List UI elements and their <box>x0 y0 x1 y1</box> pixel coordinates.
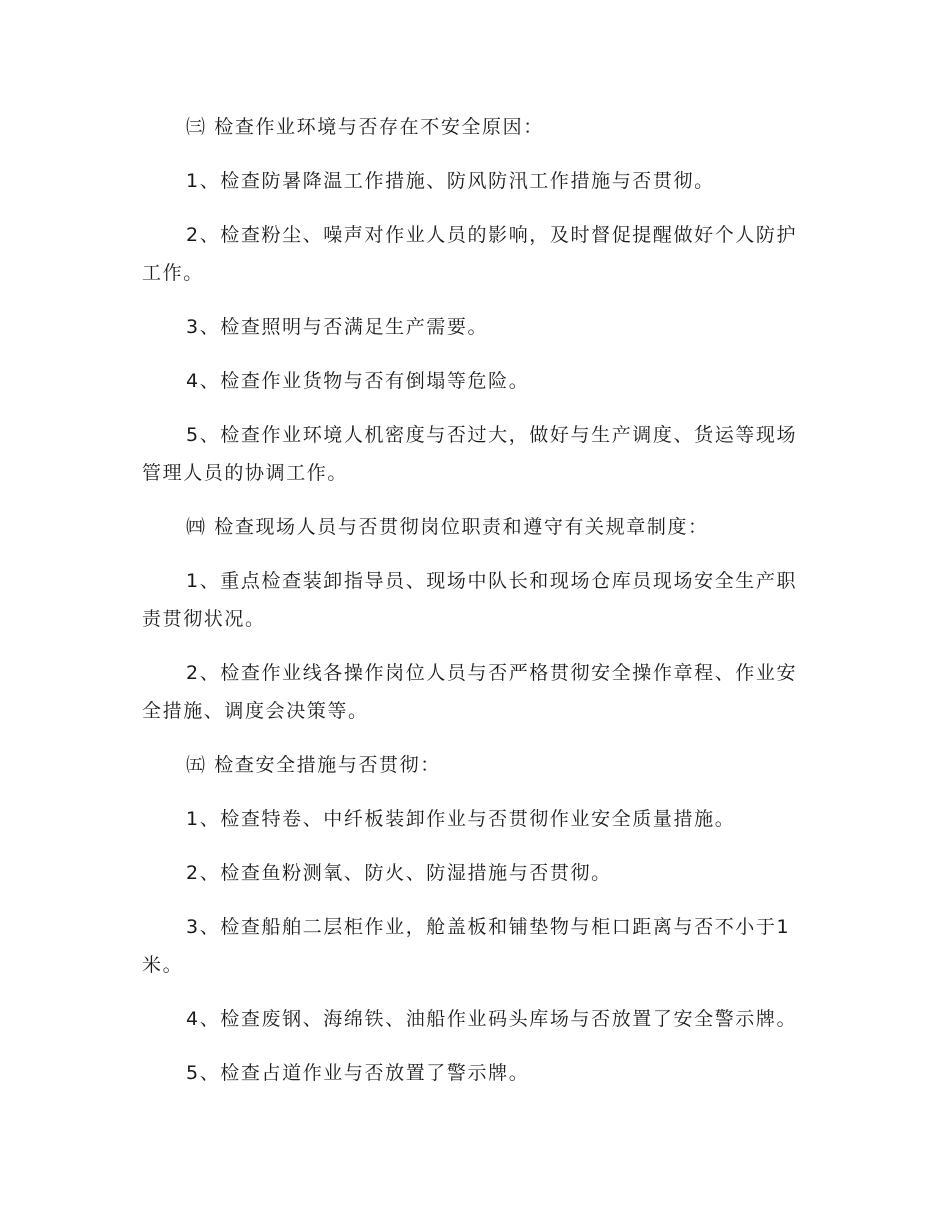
list-item: 3、检查照明与否满足生产需要。 <box>186 316 489 338</box>
list-item: 5、检查占道作业与否放置了警示牌。 <box>186 1062 530 1084</box>
list-item: 3、检查船舶二层柜作业，舱盖板和铺垫物与柜口距离与否不小于1米。 <box>142 916 791 976</box>
list-item: 1、检查特卷、中纤板装卸作业与否贯彻作业安全质量措施。 <box>186 808 736 830</box>
list-item: 4、检查作业货物与否有倒塌等危险。 <box>186 370 530 392</box>
list-item: 2、检查作业线各操作岗位人员与否严格贯彻安全操作章程、作业安全措施、调度会决策等。 <box>142 662 798 722</box>
section-heading-3: ㈢ 检查作业环境与否存在不安全原因： <box>186 116 544 138</box>
section-heading-4: ㈣ 检查现场人员与否贯彻岗位职责和遵守有关规章制度： <box>186 516 709 538</box>
list-item: 2、检查鱼粉测氧、防火、防湿措施与否贯彻。 <box>186 862 612 884</box>
list-item: 2、检查粉尘、噪声对作业人员的影响，及时督促提醒做好个人防护工作。 <box>142 224 798 284</box>
section-heading-5: ㈤ 检查安全措施与否贯彻： <box>186 754 441 776</box>
document-body <box>142 108 810 1108</box>
list-item: 1、重点检查装卸指导员、现场中队长和现场仓库员现场安全生产职责贯彻状况。 <box>142 570 798 630</box>
list-item: 4、检查废钢、海绵铁、油船作业码头库场与否放置了安全警示牌。 <box>186 1008 798 1030</box>
list-item: 1、检查防暑降温工作措施、防风防汛工作措施与否贯彻。 <box>186 170 715 192</box>
list-item: 5、检查作业环境人机密度与否过大，做好与生产调度、货运等现场管理人员的协调工作。 <box>142 424 798 484</box>
